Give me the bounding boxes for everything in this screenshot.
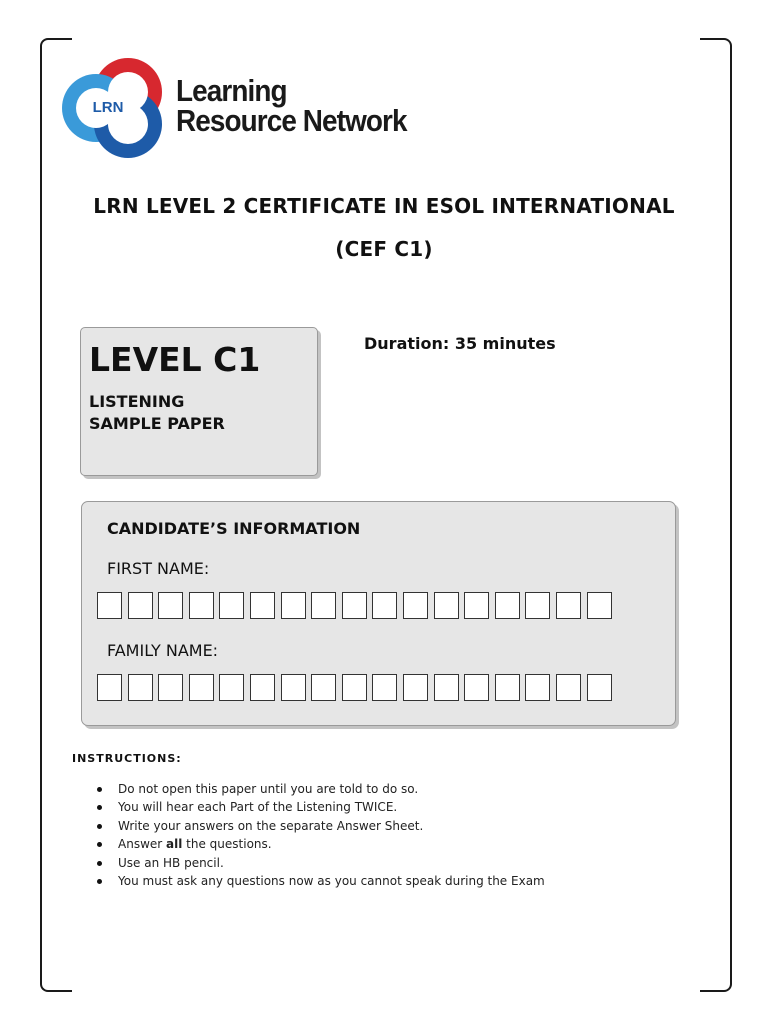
first-name-char-box[interactable] <box>587 592 612 619</box>
instructions-list <box>96 780 545 890</box>
level-title: LEVEL C1 <box>89 340 261 379</box>
first-name-char-box[interactable] <box>189 592 214 619</box>
first-name-char-box[interactable] <box>97 592 122 619</box>
family-name-char-box[interactable] <box>587 674 612 701</box>
family-name-char-box[interactable] <box>189 674 214 701</box>
first-name-char-box[interactable] <box>403 592 428 619</box>
first-name-char-box[interactable] <box>281 592 306 619</box>
family-name-boxes <box>97 674 617 701</box>
family-name-char-box[interactable] <box>128 674 153 701</box>
instruction-item: You will hear each Part of the Listening TWICE. <box>96 798 545 816</box>
family-name-char-box[interactable] <box>281 674 306 701</box>
logo-name-line2: Resource Network <box>176 103 407 138</box>
first-name-char-box[interactable] <box>525 592 550 619</box>
instruction-item: Write your answers on the separate Answer Sheet. <box>96 817 545 835</box>
family-name-label: FAMILY NAME: <box>107 641 219 660</box>
family-name-char-box[interactable] <box>525 674 550 701</box>
certificate-level: (CEF C1) <box>335 237 433 261</box>
family-name-char-box[interactable] <box>464 674 489 701</box>
lrn-logo-icon <box>60 56 170 160</box>
family-name-char-box[interactable] <box>311 674 336 701</box>
first-name-boxes <box>97 592 617 619</box>
instruction-item: Do not open this paper until you are told to do so. <box>96 780 545 798</box>
first-name-char-box[interactable] <box>219 592 244 619</box>
page-frame-right-bracket <box>700 38 732 992</box>
first-name-char-box[interactable] <box>311 592 336 619</box>
candidate-info-box <box>81 501 676 726</box>
paper-kind: SAMPLE PAPER <box>89 414 225 433</box>
level-box <box>80 327 318 476</box>
family-name-char-box[interactable] <box>97 674 122 701</box>
family-name-char-box[interactable] <box>342 674 367 701</box>
logo-wordmark <box>176 73 407 138</box>
first-name-char-box[interactable] <box>158 592 183 619</box>
duration-text: Duration: 35 minutes <box>364 334 556 353</box>
first-name-char-box[interactable] <box>434 592 459 619</box>
family-name-char-box[interactable] <box>158 674 183 701</box>
first-name-char-box[interactable] <box>495 592 520 619</box>
family-name-char-box[interactable] <box>403 674 428 701</box>
first-name-char-box[interactable] <box>556 592 581 619</box>
instruction-item: Use an HB pencil. <box>96 854 545 872</box>
family-name-char-box[interactable] <box>372 674 397 701</box>
first-name-char-box[interactable] <box>128 592 153 619</box>
certificate-title: LRN LEVEL 2 CERTIFICATE IN ESOL INTERNATIONAL <box>93 194 675 218</box>
first-name-char-box[interactable] <box>342 592 367 619</box>
page-frame-left-bracket <box>40 38 72 992</box>
logo-name-line1: Learning <box>176 73 287 108</box>
paper-type: LISTENING <box>89 392 185 411</box>
first-name-char-box[interactable] <box>250 592 275 619</box>
family-name-char-box[interactable] <box>219 674 244 701</box>
instruction-item: Answer all the questions. <box>96 835 545 853</box>
instructions-heading: INSTRUCTIONS: <box>72 752 182 765</box>
family-name-char-box[interactable] <box>250 674 275 701</box>
family-name-char-box[interactable] <box>434 674 459 701</box>
first-name-label: FIRST NAME: <box>107 559 210 578</box>
family-name-char-box[interactable] <box>495 674 520 701</box>
first-name-char-box[interactable] <box>464 592 489 619</box>
instruction-item: You must ask any questions now as you cannot speak during the Exam <box>96 872 545 890</box>
candidate-info-heading: CANDIDATE’S INFORMATION <box>107 519 361 538</box>
first-name-char-box[interactable] <box>372 592 397 619</box>
family-name-char-box[interactable] <box>556 674 581 701</box>
logo-mark: LRN <box>92 99 124 116</box>
